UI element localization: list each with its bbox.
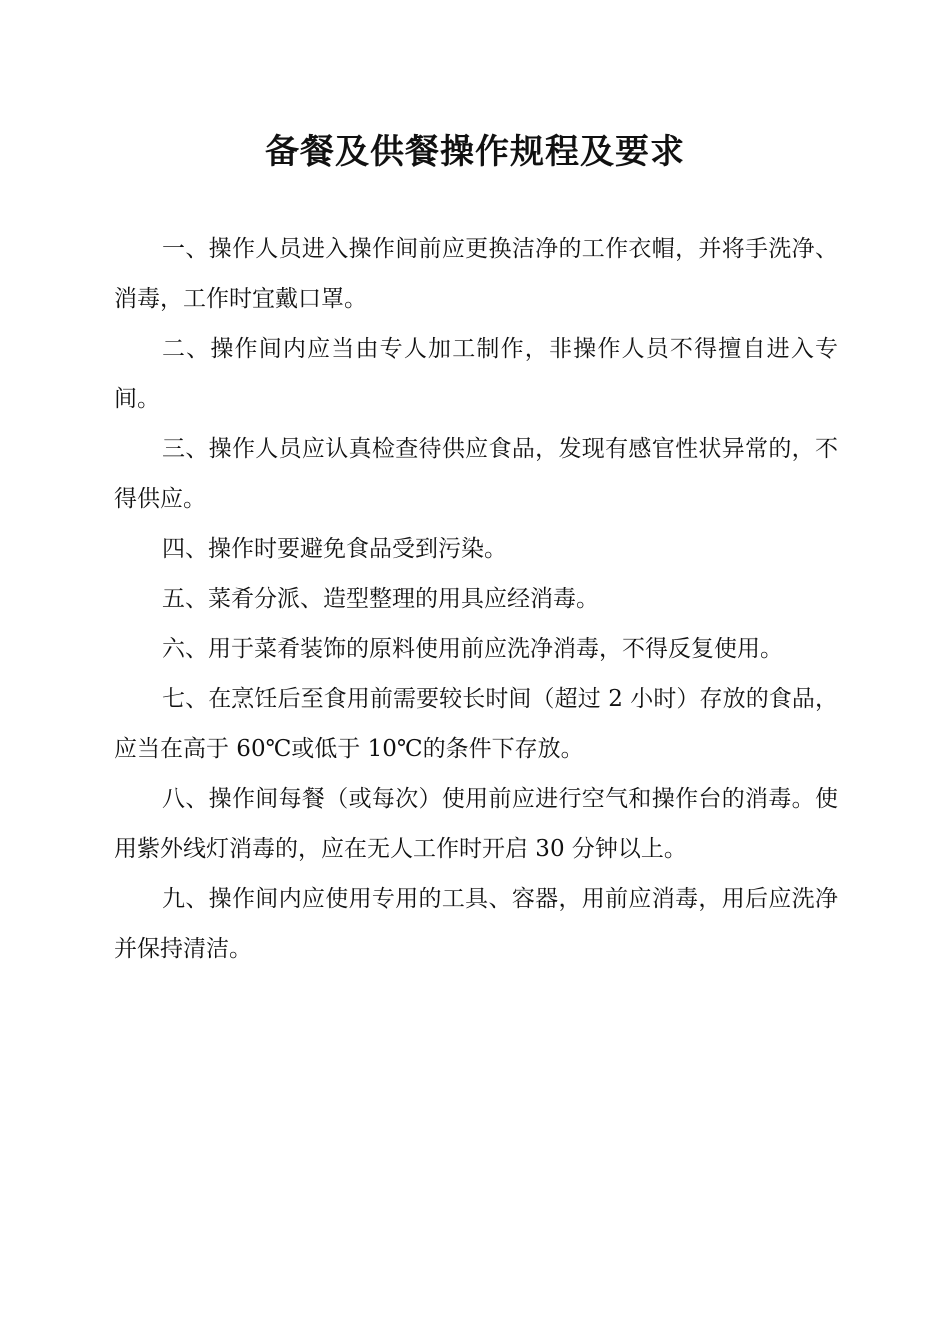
rule-paragraph-3: 三、操作人员应认真检查待供应食品，发现有感官性状异常的，不得供应。 bbox=[114, 436, 838, 512]
rule-paragraph-2: 二、操作间内应当由专人加工制作，非操作人员不得擅自进入专间。 bbox=[114, 336, 838, 412]
rule-paragraph-4: 四、操作时要避免食品受到污染。 bbox=[162, 536, 507, 562]
rule-paragraph-1: 一、操作人员进入操作间前应更换洁净的工作衣帽，并将手洗净、消毒，工作时宜戴口罩。 bbox=[114, 236, 838, 312]
rule-paragraph-8: 八、操作间每餐（或每次）使用前应进行空气和操作台的消毒。使用紫外线灯消毒的，应在无人工作时开启 30 分钟以上。 bbox=[114, 786, 838, 862]
rule-paragraph-7: 七、在烹饪后至食用前需要较长时间（超过 2 小时）存放的食品，应当在高于 60℃或低于 10℃的条件下存放。 bbox=[114, 686, 838, 762]
rule-paragraph-5: 五、菜肴分派、造型整理的用具应经消毒。 bbox=[162, 586, 599, 612]
document-body bbox=[114, 224, 838, 974]
rule-paragraph-9: 九、操作间内应使用专用的工具、容器，用前应消毒，用后应洗净并保持清洁。 bbox=[114, 886, 838, 962]
page-title: 备餐及供餐操作规程及要求 bbox=[265, 132, 685, 172]
rule-paragraph-6: 六、用于菜肴装饰的原料使用前应洗净消毒，不得反复使用。 bbox=[162, 636, 783, 662]
